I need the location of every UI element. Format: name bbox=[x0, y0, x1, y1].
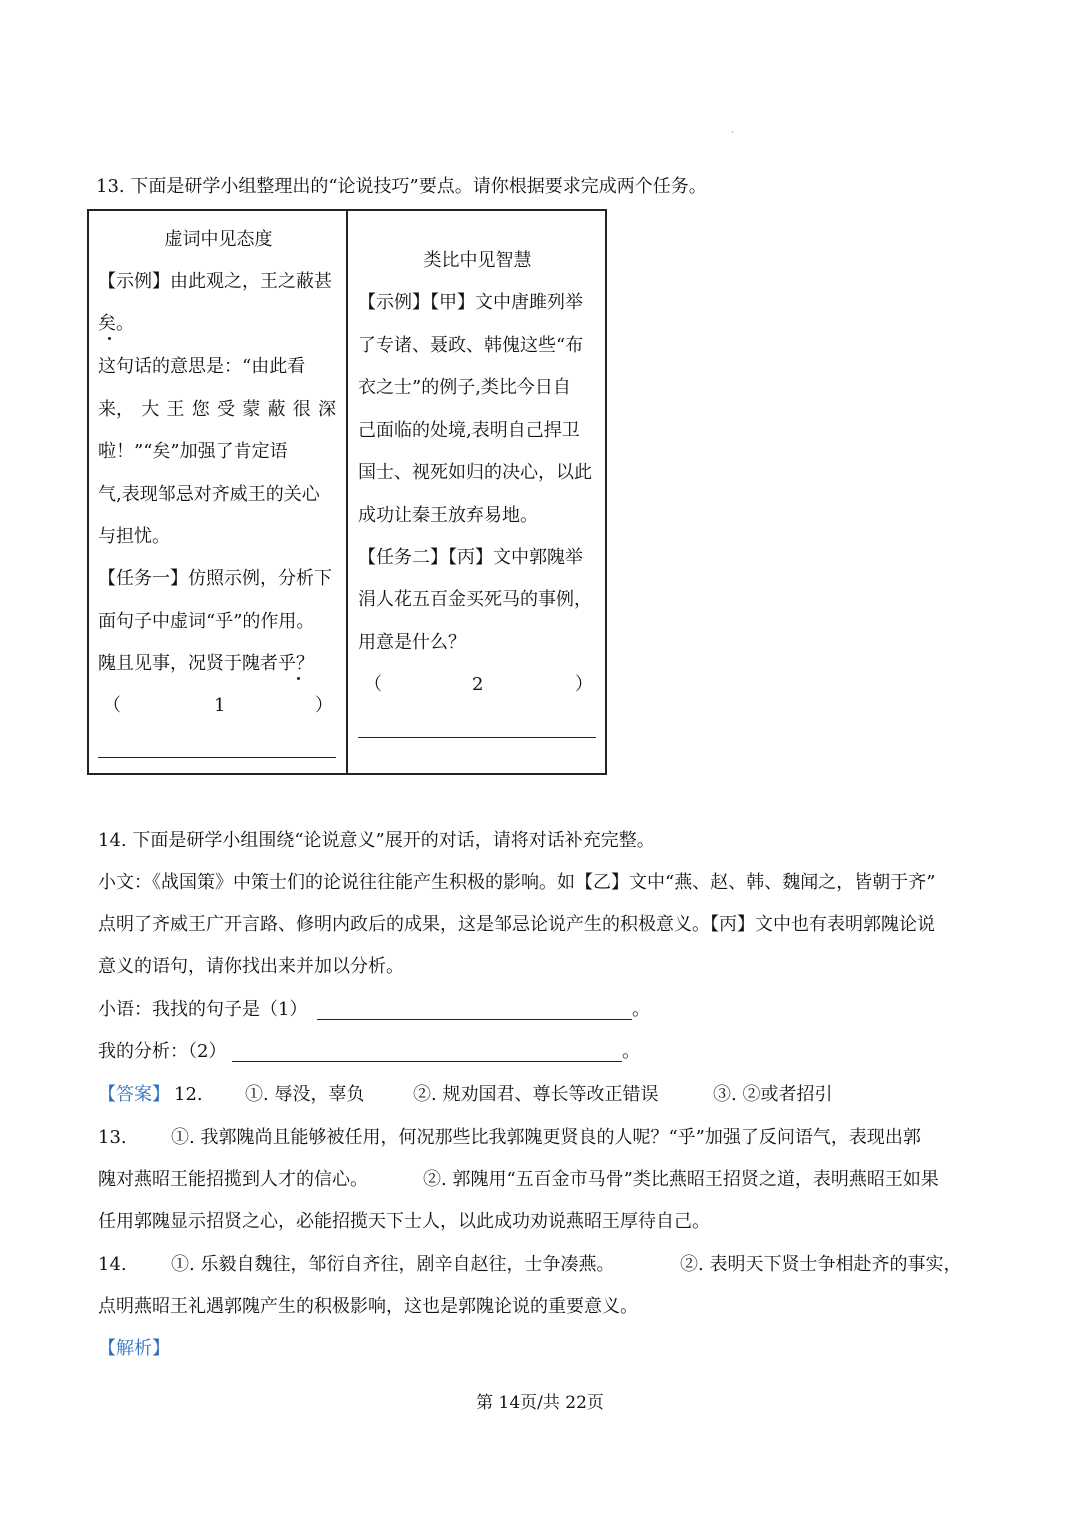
blank-2-close: ） bbox=[575, 674, 593, 695]
answer-13-line-3: 任用郭隗显示招贤之心，必能招揽天下士人，以此成功劝说燕昭王厚待自己。 bbox=[98, 1211, 710, 1232]
right-line-1: 【示例】【甲】文中唐雎列举 bbox=[358, 292, 583, 313]
answer-13-number: 13. bbox=[98, 1127, 127, 1148]
left-cell bbox=[88, 210, 347, 774]
answer-12-number: 12. bbox=[174, 1084, 203, 1105]
left-line-1: 【示例】由此观之，王之蔽甚 bbox=[98, 271, 332, 292]
answer-blank-2[interactable] bbox=[358, 737, 596, 738]
answer-12-part-2: ②. 规劝国君、尊长等改正错误 bbox=[413, 1084, 659, 1105]
left-cell-title: 虚词中见态度 bbox=[164, 229, 273, 250]
right-line-3: 衣之士”的例子,类比今日自 bbox=[358, 377, 571, 398]
sentence-prompt: 小语：我找的句子是（1） bbox=[98, 999, 308, 1020]
answer-12-part-3: ③. ②或者招引 bbox=[713, 1084, 833, 1105]
analysis-prompt: 我的分析：（2） bbox=[98, 1041, 227, 1062]
left-line-9: 面句子中虚词“乎”的作用。 bbox=[98, 611, 315, 632]
top-mark: 、 bbox=[731, 125, 739, 134]
answer-14-number: 14. bbox=[98, 1254, 127, 1275]
left-line-2: 矣。 bbox=[98, 313, 134, 334]
right-line-8: 涓人花五百金买死马的事例， bbox=[358, 589, 592, 610]
right-line-5: 国士、视死如归的决心，以此 bbox=[358, 462, 592, 483]
answer-14-line-2: 点明燕昭王礼遇郭隗产生的积极影响，这也是郭隗论说的重要意义。 bbox=[98, 1296, 638, 1317]
left-line-5: 啦！”“矣”加强了肯定语 bbox=[98, 441, 288, 462]
page-footer: 第 14页/共 22页 bbox=[476, 1393, 604, 1413]
answer-13-line-2b: ②. 郭隗用“五百金市马骨”类比燕昭王招贤之道，表明燕昭王如果 bbox=[423, 1169, 939, 1190]
left-line-10: 隗且见事，况贤于隗者乎？ bbox=[98, 653, 314, 674]
question-14-para-2: 点明了齐威王广开言路、修明内政后的成果，这是邹忌论说产生的积极意义。【丙】文中也有表明郭隗论说 bbox=[98, 914, 935, 935]
question-14-stem: 14. 下面是研学小组围绕“论说意义”展开的对话，请将对话补充完整。 bbox=[98, 830, 655, 851]
blank-2-open: （ bbox=[364, 674, 382, 695]
answer-13-line-1: ①. 我郭隗尚且能够被任用，何况那些比我郭隗更贤良的人呢？“乎”加强了反问语气，表现出郭 bbox=[171, 1127, 921, 1148]
task-table bbox=[87, 209, 607, 775]
question-13-stem: 13. 下面是研学小组整理出的“论说技巧”要点。请你根据要求完成两个任务。 bbox=[96, 176, 707, 197]
question-14-para-1: 小文：《战国策》中策士们的论说往往能产生积极的影响。如【乙】文中“燕、赵、韩、魏闻之，皆朝于齐” bbox=[98, 872, 936, 893]
sentence-prompt-end: 。 bbox=[632, 999, 650, 1020]
left-line-6: 气,表现邹忌对齐威王的关心 bbox=[98, 484, 320, 505]
question-14-para-3: 意义的语句，请你找出来并加以分析。 bbox=[98, 956, 404, 977]
blank-1-close: ） bbox=[315, 695, 333, 716]
right-cell bbox=[347, 210, 606, 774]
blank-2-number: 2 bbox=[472, 674, 484, 695]
answer-14-line-1b: ②. 表明天下贤士争相赴齐的事实， bbox=[680, 1254, 962, 1275]
analysis-prompt-end: 。 bbox=[622, 1041, 640, 1062]
blank-1-open: （ bbox=[103, 695, 121, 716]
answer-blank-sentence[interactable] bbox=[317, 1019, 632, 1020]
right-cell-title: 类比中见智慧 bbox=[423, 250, 532, 271]
answer-14-line-1a: ①. 乐毅自魏往，邹衍自齐往，剧辛自赵往，士争凑燕。 bbox=[171, 1254, 615, 1275]
analysis-label: 【解析】 bbox=[98, 1338, 170, 1359]
answer-blank-1[interactable] bbox=[98, 757, 336, 758]
left-line-3: 这句话的意思是：“由此看 bbox=[98, 356, 306, 377]
right-line-6: 成功让秦王放弃易地。 bbox=[358, 505, 538, 526]
right-line-4: 己面临的处境,表明自己捍卫 bbox=[358, 420, 580, 441]
answer-12-part-1: ①. 辱没，辜负 bbox=[245, 1084, 365, 1105]
right-line-9: 用意是什么？ bbox=[358, 632, 466, 653]
answer-blank-analysis[interactable] bbox=[232, 1061, 622, 1062]
answer-label: 【答案】 bbox=[98, 1084, 170, 1105]
right-line-2: 了专诸、聂政、韩傀这些“布 bbox=[358, 335, 584, 356]
right-line-7: 【任务二】【丙】文中郭隗举 bbox=[358, 547, 583, 568]
emphasis-dot-2 bbox=[297, 677, 300, 680]
left-line-4: 来， 大 王 您 受 蒙 蔽 很 深 bbox=[98, 399, 336, 420]
blank-1-number: 1 bbox=[214, 695, 226, 716]
left-line-8: 【任务一】仿照示例，分析下 bbox=[98, 568, 332, 589]
emphasis-dot-1 bbox=[108, 337, 111, 340]
left-line-7: 与担忧。 bbox=[98, 526, 170, 547]
answer-13-line-2a: 隗对燕昭王能招揽到人才的信心。 bbox=[98, 1169, 368, 1190]
